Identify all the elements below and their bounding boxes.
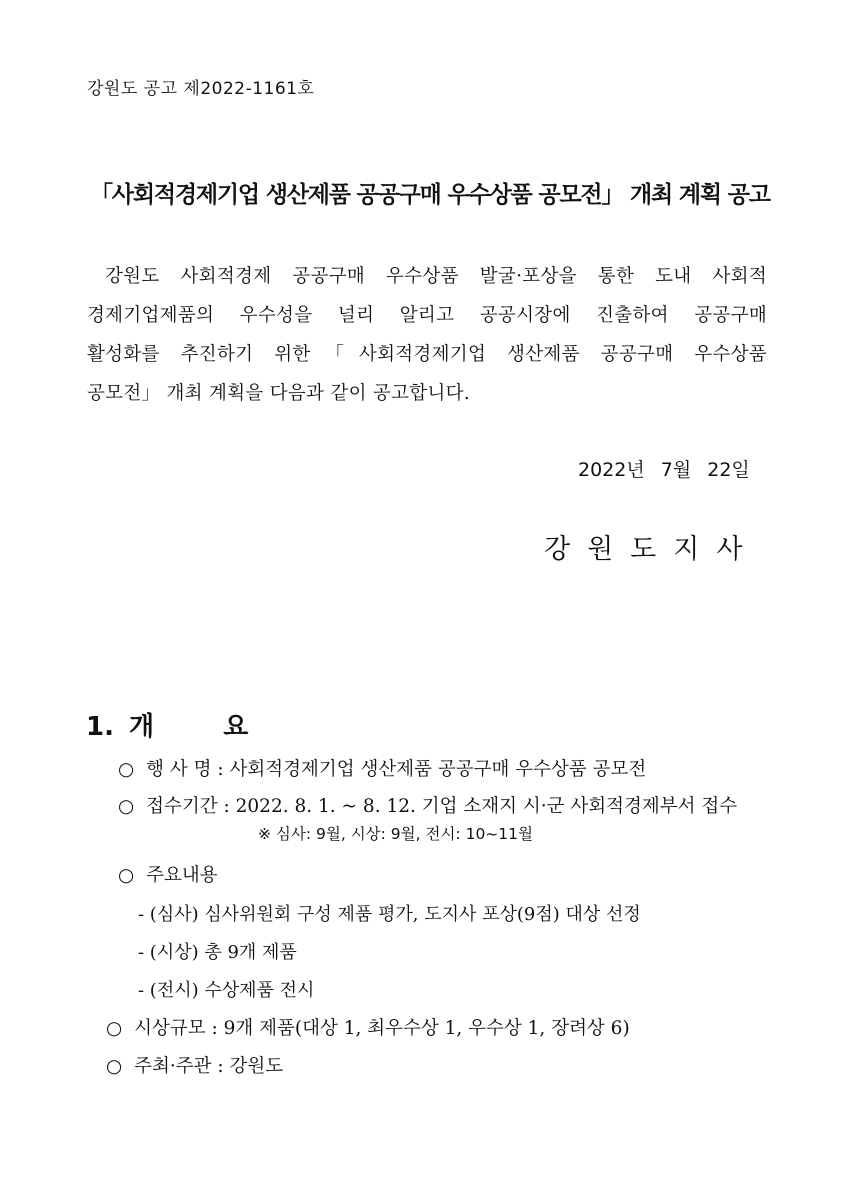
item-text: 행 사 명 : 사회적경제기업 생산제품 공공구매 우수상품 공모전 xyxy=(146,759,647,780)
item-text: 시상규모 : 9개 제품(대상 1, 최우수상 1, 우수상 1, 장려상 6) xyxy=(134,1018,630,1039)
overview-item-organizer xyxy=(106,1052,283,1078)
section-heading xyxy=(86,706,278,743)
section-title: 개 요 xyxy=(129,712,279,742)
notice-number: 강원도 공고 제2022-1161호 xyxy=(87,79,315,99)
circle-bullet-icon: ○ xyxy=(118,796,135,817)
schedule-note: ※ 심사: 9월, 시상: 9월, 전시: 10~11월 xyxy=(258,825,533,843)
sub-item-award: - (시상) 총 9개 제품 xyxy=(138,942,297,963)
body-line-4: 공모전」 개최 계획을 다음과 같이 공고합니다. xyxy=(87,383,470,404)
document-title: 「사회적경제기업 생산제품 공공구매 우수상품 공모전」 개최 계획 공고 xyxy=(90,182,770,208)
body-line-3: 활성화를 추진하기 위한「사회적경제기업 생산제품 공공구매 우수상품 xyxy=(87,344,767,365)
overview-item-contents xyxy=(118,861,218,887)
circle-bullet-icon: ○ xyxy=(118,759,135,780)
body-line-2: 경제기업제품의 우수성을 널리 알리고 공공시장에 진출하여 공공구매 xyxy=(87,305,767,326)
circle-bullet-icon: ○ xyxy=(118,865,135,886)
overview-item-event-name xyxy=(118,755,646,781)
overview-item-awards xyxy=(106,1014,630,1040)
body-line-1: 강원도 사회적경제 공공구매 우수상품 발굴·포상을 통한 도내 사회적 xyxy=(105,266,767,287)
item-text: 주최·주관 : 강원도 xyxy=(134,1056,284,1077)
sub-item-review: - (심사) 심사위원회 구성 제품 평가, 도지사 포상(9점) 대상 선정 xyxy=(138,904,641,925)
circle-bullet-icon: ○ xyxy=(106,1018,123,1039)
section-number: 1. xyxy=(86,712,114,742)
item-text: 접수기간 : 2022. 8. 1. ~ 8. 12. 기업 소재지 시·군 사회적경제부서 접수 xyxy=(146,796,738,817)
notice-date: 2022년 7월 22일 xyxy=(578,459,750,481)
overview-item-period xyxy=(118,792,737,818)
sub-item-exhibition: - (전시) 수상제품 전시 xyxy=(138,980,315,1001)
circle-bullet-icon: ○ xyxy=(106,1056,123,1077)
issuer-signature: 강원도지사 xyxy=(544,534,760,565)
item-text: 주요내용 xyxy=(146,865,218,886)
